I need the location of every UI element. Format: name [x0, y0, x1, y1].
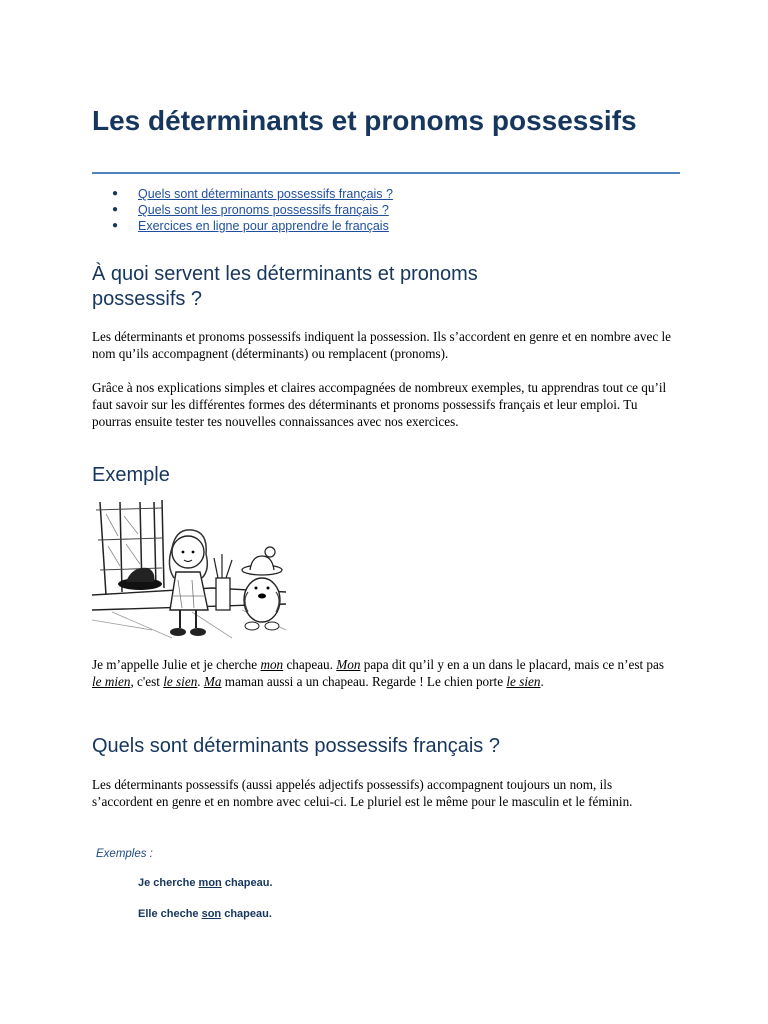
toc-item: [112, 186, 393, 202]
possessive-word: mon: [260, 657, 284, 672]
possessive-word: le mien: [92, 674, 131, 689]
possessive-word: Ma: [203, 674, 222, 689]
example-sentence-1: Je cherche mon chapeau.: [138, 877, 273, 889]
toc-link-determinants[interactable]: Quels sont déterminants possessifs français ?: [138, 187, 393, 201]
section-heading-example: Exemple: [92, 464, 170, 486]
section-heading-purpose: À quoi servent les déterminants et pronoms possessifs ?: [92, 263, 478, 310]
paragraph-purpose-1: Les déterminants et pronoms possessifs indiquent la possession. Ils s’accordent en genre et en nombre avec le nom qu’ils accompagnent (déterminants) ou remplacent (pronoms).: [92, 329, 671, 361]
paragraph-purpose-2: Grâce à nos explications simples et claires accompagnées de nombreux exemples, tu apprendras tout ce qu’il faut savoir sur les différentes formes des déterminants et pronoms possessifs français et leur emploi. Tu pourras ensuite tester tes nouvelles connaissances avec nos exercices.: [92, 380, 667, 429]
paragraph-determinants: Les déterminants possessifs (aussi appelés adjectifs possessifs) accompagnent toujours un nom, ils s’accordent en genre et en nombre avec celui-ci. Le pluriel est le même pour le masculin et le féminin.: [92, 777, 633, 809]
title-underline: [92, 172, 680, 174]
toc-item: [112, 218, 393, 234]
illustration-girl-and-dog: [92, 500, 286, 640]
toc-link-exercices[interactable]: Exercices en ligne pour apprendre le français: [138, 219, 389, 233]
section-heading-determinants: Quels sont déterminants possessifs français ?: [92, 735, 500, 757]
possessive-word: le sien: [163, 674, 198, 689]
bullet-icon: ●: [112, 220, 119, 231]
possessive-word: Mon: [336, 657, 361, 672]
table-of-contents: [112, 186, 393, 234]
example-paragraph: Je m’appelle Julie et je cherche mon chapeau. Mon papa dit qu’il y en a un dans le placard, mais ce n’est pas le mien, c'est le sien. Ma maman aussi a un chapeau. Regarde ! Le chien porte le sien.: [92, 657, 665, 689]
bullet-icon: ●: [112, 204, 119, 215]
page-title: Les déterminants et pronoms possessifs: [92, 105, 637, 136]
possessive-word: le sien: [506, 674, 541, 689]
possessive-word: son: [201, 908, 222, 920]
toc-link-pronoms[interactable]: Quels sont les pronoms possessifs français ?: [138, 203, 389, 217]
example-sentence-2: Elle cheche son chapeau.: [138, 908, 272, 920]
toc-item: [112, 202, 393, 218]
bullet-icon: ●: [112, 188, 119, 199]
possessive-word: mon: [198, 877, 222, 889]
examples-label: Exemples :: [96, 848, 153, 860]
